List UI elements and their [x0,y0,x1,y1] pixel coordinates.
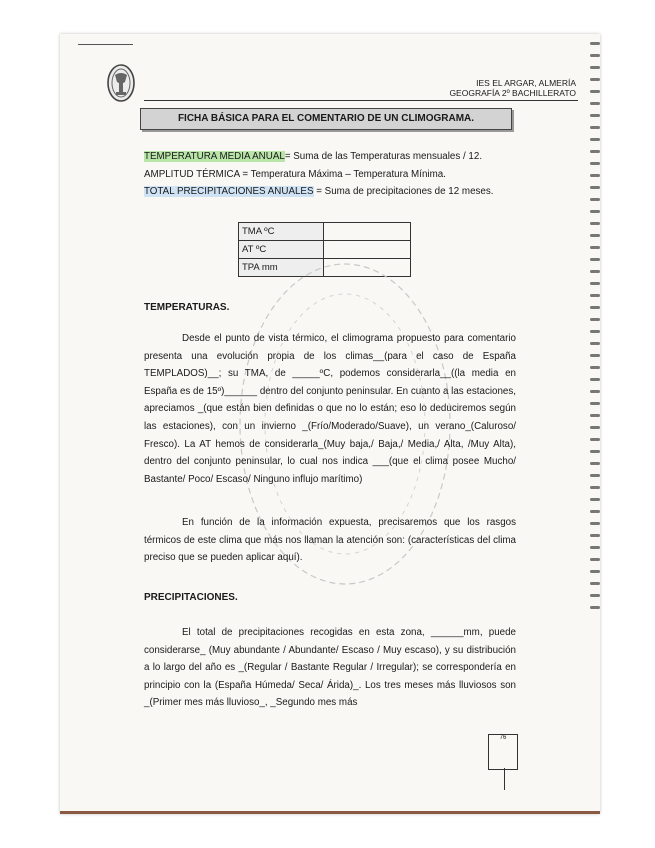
school-name: IES EL ARGAR, ALMERÍA [476,78,576,88]
page-header [449,78,576,98]
paragraph-temperaturas-2: En función de la información expuesta, precisaremos que los rasgos térmicos de este clima que más nos llaman la atención son: (características del clima preciso que se pueden aplicar aquí). [144,517,516,564]
course-name: GEOGRAFÍA 2º BACHILLERATO [449,88,576,98]
tma-definition [144,148,516,166]
top-rule [78,44,133,45]
paragraph-precipitaciones-1: El total de precipitaciones recogidas en esta zona, ______mm, puede considerarse_ (Muy abundante / Abundante/ Escaso / Muy escaso), y su distribución a lo largo del año es _(Regular / Bastante Regular / Irregular); se correspondería en principio con la (España Húmeda/ Seca/ Árida)_. Los tres meses más lluviosos son _(Primer mes más lluvioso_, _Segundo mes más [144,627,516,709]
definitions-block [144,148,516,201]
table-label-at: AT ºC [239,241,324,259]
tpa-formula: = Suma de precipitaciones de 12 meses. [313,186,494,198]
tpa-definition [144,183,516,201]
section-temperaturas: TEMPERATURAS. [144,302,230,313]
table-label-tpa: TPA mm [239,259,324,277]
header-rule [144,100,578,101]
school-logo-icon [106,62,136,104]
document-page [60,34,600,814]
section-precipitaciones: PRECIPITACIONES. [144,592,238,603]
page-number: 76 [488,734,518,770]
document-title: FICHA BÁSICA PARA EL COMENTARIO DE UN CLIMOGRAMA. [140,108,512,130]
tma-formula: = Suma de las Temperaturas mensuales / 12. [284,151,483,162]
spiral-binding [588,42,602,642]
table-value-tma [324,223,411,241]
page-number-stem [504,768,505,790]
table-row [239,223,411,241]
table-label-tma: TMA ºC [239,223,324,241]
paragraph-temperaturas-1: Desde el punto de vista térmico, el climograma propuesto para comentario presenta una evolución propia de los climas__(para el caso de España TEMPLADOS)__; su TMA, de _____ºC, podemos considerarla__((la media en España es de 15º)______ dentro del conjunto peninsular. En cuanto a las estaciones, apreciamos _(que están bien definidas o que no lo están; eso lo deduciremos según las estaciones), con un invierno _(Frío/Moderado/Suave), un verano_(Caluroso/ Fresco). La AT hemos de considerarla_(Muy baja,/ Baja,/ Media,/ Alta, /Muy Alta), dentro del conjunto peninsular, lo cual nos indica ___(que el clima posee Mucho/ Bastante/ Poco/ Escaso/ Ninguno influjo marítimo) [144,333,516,485]
tpa-term: TOTAL PRECIPITACIONES ANUALES [144,186,314,198]
tma-term: TEMPERATURA MEDIA ANUAL [144,151,285,162]
at-definition: AMPLITUD TÉRMICA = Temperatura Máxima – Temperatura Mínima. [144,168,446,180]
